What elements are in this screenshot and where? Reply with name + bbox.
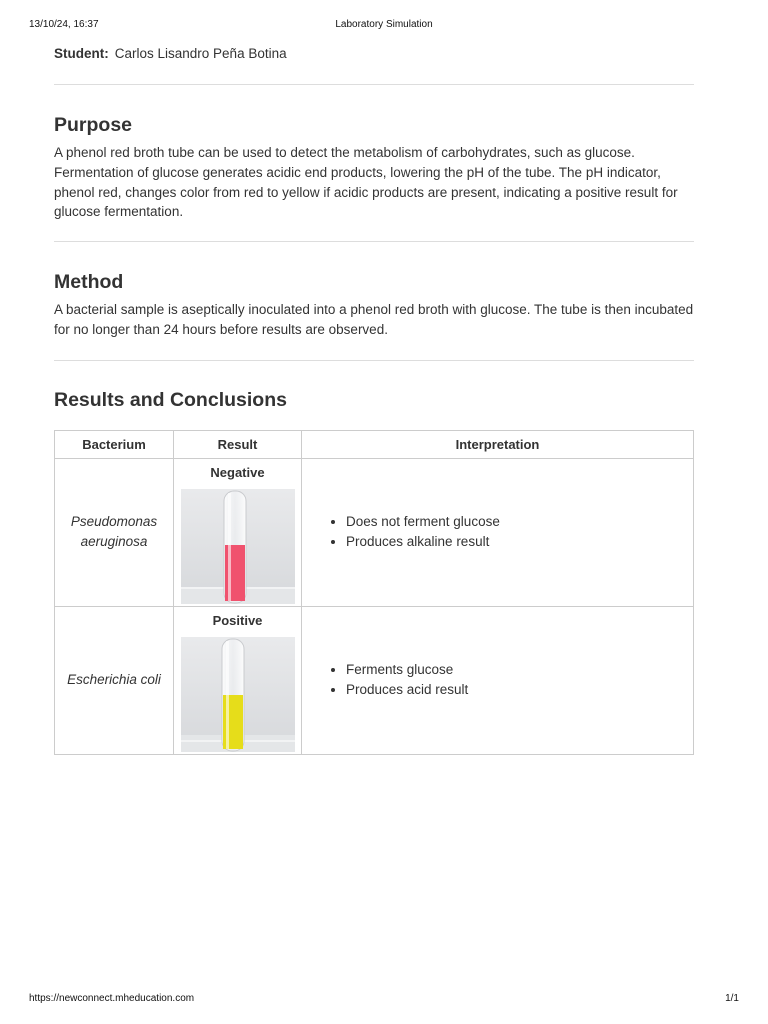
table-header-row [55,430,694,458]
purpose-section [54,113,694,222]
result-cell [174,606,302,754]
bacterium-name: Pseudomonas aeruginosa [55,458,174,606]
result-label: Positive [212,612,263,628]
method-section [54,270,694,340]
result-label: Negative [210,464,265,480]
interpretation-cell [302,458,694,606]
column-header-bacterium: Bacterium [55,430,174,458]
results-heading: Results and Conclusions [54,388,287,411]
print-page-title: Laboratory Simulation [335,19,433,30]
negative-tube-image [181,489,295,604]
list-item: • Produces acid result [346,680,693,700]
result-cell [174,458,302,606]
purpose-heading: Purpose [54,114,133,136]
column-header-interpretation: Interpretation [302,430,694,458]
list-item: • Does not ferment glucose [346,512,693,532]
divider [54,241,694,242]
print-page-number: 1/1 [725,993,739,1004]
divider [54,360,694,361]
purpose-text: A phenol red broth tube can be used to detect the metabolism of carbohydrates, such as glucose. Fermentation of glucose generates acidic end products, lowering the pH of the tube. The pH indicator, phenol red, changes color from red to yellow if acidic products are present, indicating a positive result for glucose fermentation. [54,145,678,220]
column-header-result: Result [174,430,302,458]
interpretation-list [302,660,693,700]
report-content [54,44,694,755]
print-footer [29,993,739,1007]
print-url: https://newconnect.mheducation.com [29,993,195,1004]
divider [54,84,694,85]
method-text: A bacterial sample is aseptically inoculated into a phenol red broth with glucose. The tube is then incubated for no longer than 24 hours before results are observed. [54,302,694,337]
student-name: Carlos Lisandro Peña Botina [114,46,287,61]
interpretation-list [302,512,693,552]
student-line [54,44,694,64]
results-table [54,430,694,755]
print-header [29,19,739,33]
table-row [55,458,694,606]
student-label: Student: [54,46,109,61]
results-section [54,388,694,755]
list-item: • Produces alkaline result [346,532,693,552]
table-row [55,606,694,754]
print-timestamp: 13/10/24, 16:37 [29,19,99,30]
bacterium-name: Escherichia coli [55,606,174,754]
list-item: • Ferments glucose [346,660,693,680]
method-heading: Method [54,271,124,294]
interpretation-cell [302,606,694,754]
positive-tube-image [181,637,295,752]
